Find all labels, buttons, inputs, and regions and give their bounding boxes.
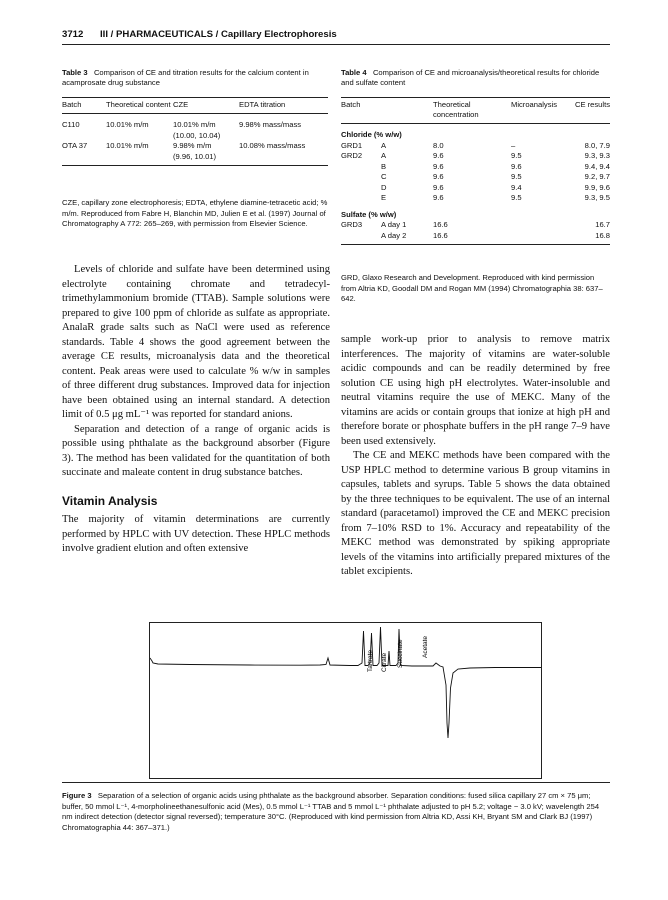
table-cell: 9.6	[433, 172, 444, 181]
table-cell: 10.01% m/m	[173, 120, 216, 129]
table-cell	[341, 183, 381, 194]
table-cell: 16.6	[433, 230, 448, 240]
table-cell	[62, 131, 106, 142]
table-cell: C110	[62, 120, 80, 129]
table3-header: Theoretical content	[106, 100, 171, 109]
table4-caption	[341, 68, 610, 89]
paragraph: The majority of vitamin determinations are currently performed by HPLC with UV detection. These HPLC methods involve gradient elution and often extensive	[62, 514, 330, 554]
table-cell: 10.01% m/m	[106, 120, 149, 129]
running-header	[62, 29, 351, 40]
table-cell	[511, 220, 569, 231]
figure3-label: Figure 3	[62, 791, 92, 800]
table-row	[341, 162, 610, 173]
section-heading: Vitamin Analysis	[62, 493, 158, 508]
table-cell	[239, 131, 328, 142]
table4-footnote: GRD, Glaxo Research and Development. Reproduced with kind permission from Altria KD, Goodall DM and Rogan MM (1994) Chromatographia 38: 637–642.	[341, 273, 603, 304]
table-cell	[239, 152, 328, 166]
table-cell	[341, 193, 381, 204]
table-cell: 9.4	[511, 182, 522, 192]
table-cell: 16.6	[433, 220, 448, 229]
table-cell: 9.9, 9.6	[584, 182, 610, 192]
table-cell: 9.98% m/m	[173, 141, 212, 150]
table-cell: 9.3, 9.3	[584, 151, 610, 160]
figure-rule	[62, 782, 610, 783]
table-cell: C	[381, 172, 387, 181]
table-cell: (10.00, 10.04)	[173, 130, 221, 140]
peak-label-acetate: Acetate	[422, 635, 429, 658]
peak-label-citrate: Citrate	[381, 652, 388, 672]
table-cell: E	[381, 193, 387, 202]
table3-caption	[62, 68, 330, 89]
table-cell: 16.8	[595, 230, 610, 240]
table-cell: 9.6	[433, 193, 444, 202]
table-cell: 10.01% m/m	[106, 141, 149, 150]
table-cell	[106, 131, 173, 142]
table-row	[341, 231, 610, 245]
paragraph: Levels of chloride and sulfate have been determined using electrolyte containing chromate and tetradecyl-trimethylammonium bromide (TTAB). Sample solutions were prepared to give 100 ppm of chloride as sulfate as appropriate. AnalaR grade salts such as NaCl were used as reference standards. Table 4 shows the good agreement between the average CE results, microanalysis data and the theoretical content. Peak areas were used to calculate % w/w in samples of three different drug substances. Improved data for injection have been obtained using an internal standard. A detection limit of 0.5 μg mL⁻¹ was reported for standard anions.	[62, 264, 330, 420]
table3-header: EDTA titration	[239, 100, 286, 109]
table4-section-chloride	[341, 124, 610, 141]
table4-header: CE results	[574, 100, 610, 109]
table4-section-sulfate	[341, 204, 610, 221]
paragraph: Separation and detection of a range of organic acids is possible using phthalate as the background absorber (Figure 3). The method has been validated for the quantitation of both succinate and maleate content in drug substance batches.	[62, 423, 330, 478]
table-cell: 9.98% mass/mass	[239, 120, 302, 129]
table-row	[62, 114, 328, 131]
table-cell: A day 1	[381, 220, 407, 229]
table-cell: 9.4, 9.4	[584, 161, 610, 171]
figure3-caption	[62, 791, 610, 833]
table-row	[62, 141, 328, 152]
figure3-caption-text: Separation of a selection of organic acids using phthalate as the background absorber. Separation conditions: fused silica capillary 27 cm × 75 μm; buffer, 50 mmol L⁻¹, 4-morpholineethanesulfonic acid (Mes), 0.5 mmol L⁻¹ TTAB and 5 mmol L⁻¹ phthalate adjusted to pH 5.2; voltage − 3.0 kV; wavelength 254 nm indirect detection (detector signal reversed); temperature 30°C. (Reproduced with kind permission from Altria KD, Assi KH, Bryant SM and Clark BJ (1997) Chromatographia 44: 367–371.)	[62, 791, 600, 832]
figure3-frame	[149, 622, 542, 779]
table-cell: B	[381, 161, 387, 171]
table-cell: A day 2	[381, 230, 407, 240]
table-cell: A	[381, 140, 387, 150]
table4-header: Microanalysis	[511, 100, 557, 109]
table-row	[341, 141, 610, 152]
table-row	[341, 151, 610, 162]
table-cell: GRD3	[341, 220, 363, 229]
table-row	[62, 152, 328, 166]
table3-header: CZE	[173, 100, 189, 109]
table3	[62, 97, 328, 166]
table-cell: 9.6	[433, 151, 444, 160]
table3-label: Table 3	[62, 68, 88, 77]
table-row	[62, 131, 328, 142]
running-title: III / PHARMACEUTICALS / Capillary Electrophoresis	[100, 29, 337, 40]
paragraph: The CE and MEKC methods have been compared with the USP HPLC method to determine various B group vitamins in capsules, tablets and syrups. Table 5 shows the data obtained by the three techniques to be equivalent. The use of an internal standard (paracetamol) improved the CE and MEKC precision from 7–10% RSD to 1%. Accuracy and repeatability of the MEKC method was demonstrated by spiking appropriate levels of the vitamins into artificially prepared mixtures of the tablet excipients.	[341, 450, 610, 577]
table-cell: A	[381, 151, 387, 160]
table-cell	[511, 231, 569, 245]
table-cell	[341, 172, 381, 183]
table-cell: 16.7	[595, 220, 610, 229]
table-cell: 8.0, 7.9	[584, 140, 610, 150]
table-row	[341, 172, 610, 183]
table4-header	[381, 98, 433, 124]
section-label: Chloride (% w/w)	[341, 130, 402, 139]
table-cell: (9.96, 10.01)	[173, 151, 217, 161]
table4	[341, 97, 610, 245]
table-cell: 9.5	[511, 172, 522, 181]
table-cell: 9.5	[511, 151, 522, 160]
electropherogram-trace	[150, 627, 541, 738]
table-row	[341, 193, 610, 204]
table-cell: –	[511, 140, 516, 150]
table-cell: 9.6	[433, 161, 444, 171]
table3-footnote: CZE, capillary zone electrophoresis; EDTA, ethylene diamine-tetracetic acid; % m/m. Reproduced from Fabre H, Blanchin MD, Julien E et al. (1997) Journal of Chromatography A 772: 265–269, with permission from Elsevier Science.	[62, 198, 328, 229]
table4-header-row	[341, 98, 610, 124]
table-cell: 9.3, 9.5	[584, 193, 610, 202]
table3-caption-text: Comparison of CE and titration results for the calcium content in acamprosate drug substance	[62, 68, 309, 88]
table-cell	[62, 152, 106, 166]
table-cell: 10.08% mass/mass	[239, 141, 306, 150]
table-cell: 9.6	[511, 161, 522, 171]
peak-label-succinate: Succinate	[397, 639, 404, 668]
table-cell: OTA 37	[62, 141, 88, 150]
table-row	[341, 220, 610, 231]
page-number: 3712	[62, 29, 84, 40]
table-cell	[106, 152, 173, 166]
section-label: Sulfate (% w/w)	[341, 209, 397, 219]
table-cell	[341, 231, 381, 245]
table-cell: GRD2	[341, 151, 363, 160]
table4-header: Batch	[341, 100, 361, 109]
table4-header: Theoretical concentration	[433, 100, 479, 119]
table-cell: 9.2, 9.7	[584, 172, 610, 181]
electropherogram	[150, 623, 541, 778]
paragraph: sample work-up prior to analysis to remove matrix interferences. The majority of vitamins are water-soluble acidic compounds and can be readily determined by free solution CE using high pH electrolytes. Water-insoluble and neutral vitamins require the use of MEKC. Many of the vitamins are acids or contain groups that ionize at high pH and therefore borate or phosphate buffers in the pH range 7–9 have been used extensively.	[341, 334, 610, 447]
table3-header-row	[62, 98, 328, 114]
table-cell: GRD1	[341, 140, 363, 150]
table-cell: 9.6	[433, 182, 444, 192]
right-column	[341, 333, 610, 580]
table-cell: 8.0	[433, 140, 444, 150]
table-cell: 9.5	[511, 193, 522, 202]
table-row	[341, 183, 610, 194]
table4-label: Table 4	[341, 68, 367, 77]
table-cell	[341, 162, 381, 173]
left-column	[62, 263, 330, 557]
header-rule	[62, 44, 610, 45]
table3-header: Batch	[62, 100, 82, 109]
peak-label-tartrate: Tartrate	[367, 649, 374, 672]
table4-caption-text: Comparison of CE and microanalysis/theoretical results for chloride and sulfate content	[341, 68, 600, 88]
table-cell: D	[381, 182, 387, 192]
